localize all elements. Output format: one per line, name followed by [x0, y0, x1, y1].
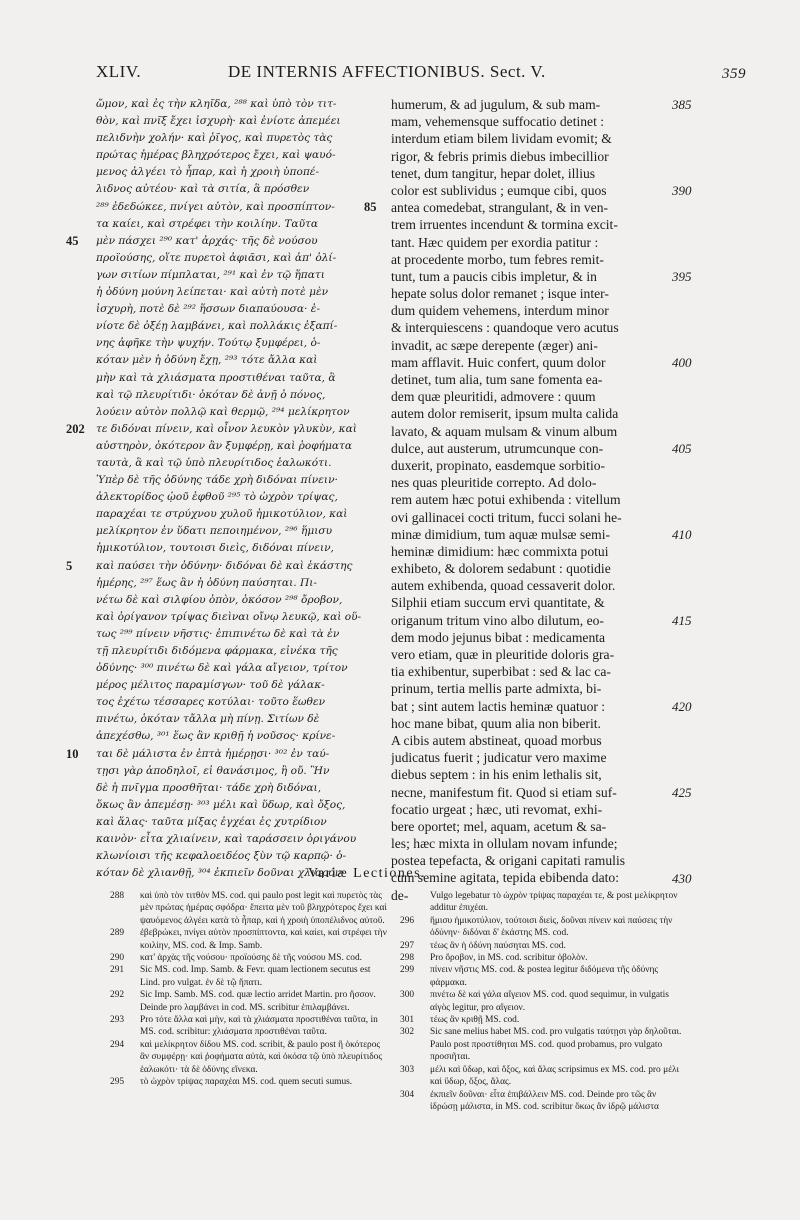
greek-line: τως ²⁹⁹ πίνειν νῆστις· ἐπιπινέτω δὲ καὶ τὰ ἐν — [96, 627, 340, 640]
variant-note — [400, 890, 682, 915]
variant-note — [110, 890, 390, 927]
variant-note — [110, 964, 390, 989]
greek-line: τος ἐχέτω τέσσαρες κοτύλαι· τοῦτο ἕωθεν — [96, 696, 326, 709]
latin-line: autem exhibenda, quoad cessaverit dolor. — [391, 578, 616, 594]
variant-note — [400, 940, 682, 952]
greek-line: γων σιτίων πίμπλαται, ²⁹¹ καὶ ἐν τῷ ἥπατι — [96, 268, 325, 281]
latin-line: dem quæ pleuritidi, admovere : quum — [391, 389, 596, 405]
note-number: 299 — [400, 965, 415, 976]
latin-line: tenet, dum tangitur, hepar dolet, illius — [391, 165, 596, 181]
note-number: 297 — [400, 940, 415, 951]
greek-line: καὶ τῷ πλευρίτιδι· ὁκόταν δὲ ἀνῇ ὁ πόνος, — [96, 388, 326, 401]
greek-line: νέτω δὲ καὶ σιλφίου ὀπὸν, ὁκόσον ²⁹⁸ ὄροβον, — [96, 593, 343, 606]
latin-line-number: 415 — [672, 613, 692, 628]
latin-line: postea tepefacta, & origani capitati ramulis — [391, 853, 626, 869]
latin-line: humerum, & ad jugulum, & sub mam- — [391, 97, 601, 112]
folio-number: XLIV. — [96, 62, 142, 81]
greek-line-number: 10 — [66, 746, 79, 761]
note-text: Pro τότε ἄλλα καὶ μὴν, καὶ τὰ χλιάσματα προστιθέναι ταῦτα, in MS. cod. scribitur: χλιάσματα προστιθέναι ταῦτα. — [140, 1015, 378, 1038]
note-text: πίνειν νῆστις MS. cod. & postea legitur διδόμενα τῆς ὀδύνης φάρμακα. — [430, 965, 659, 988]
note-text: καὶ μελίκρητον δίδου MS. cod. scribit, & paulo post ἢ ὁκότερος ἂν συμφέρῃ· καὶ ῥοφήματα αὐτὰ, καὶ ὁκόσα τῷ ὑπὸ πλευρίτιδος ἑαλωκότι· τὰ δὲ ὀδύνης εἵνεκα. — [140, 1039, 383, 1075]
latin-line-number: 385 — [672, 97, 692, 112]
latin-line: prinum, tertia mellis parte admixta, bi- — [391, 681, 602, 697]
greek-line: ἡμικοτύλιον, τουτοισι διεὶς, διδόναι πίνειν, — [96, 542, 334, 555]
note-text: καὶ ὑπὸ τὸν τιτθὸν MS. cod. qui paulo post legit καὶ πυρετὸς τὰς μὲν πρώτας ἡμέρας σφόδρα· ἔπειτα μὲν τοῦ βληχρότερος ἔχει καὶ ψαυόμενος ἀλγέει κατὰ τὸ ἧπαρ, καὶ ἡ χροιὴ ὑποπέλιδνος αὐτοῦ. — [140, 891, 387, 926]
greek-line: μελίκρητον ἐν ὕδατι πεποιημένον, ²⁹⁶ ἥμισυ — [96, 525, 333, 538]
note-text: τέως ἂν ἡ ὀδύνη παύσηται MS. cod. — [430, 940, 566, 951]
greek-line: προϊούσης, οἵτε πυρετοὶ ἀφιᾶσι, καὶ ἀπ' ὀλί- — [96, 251, 337, 264]
greek-line: δὲ ἡ πνῖγμα προσθῆται· τάδε χρὴ διδόναι, — [96, 781, 322, 794]
greek-line: ὀδύνης· ³⁰⁰ πινέτω δὲ καὶ γάλα αἴγειον, τρίτον — [96, 662, 348, 675]
note-number: 294 — [110, 1039, 125, 1050]
latin-line: diebus septem : in his enim lethalis sit, — [391, 767, 602, 783]
latin-line: vero etiam, quæ in pleuritide doloris gra- — [391, 647, 615, 662]
note-text: ἥμισυ ἡμικοτύλιον, τούτοισι διεὶς, δοῦναι πίνειν καὶ παύσεις τὴν ὀδύνην· διδόναι δ' ἑκάστης MS. cod. — [430, 915, 673, 939]
note-number: 303 — [400, 1064, 415, 1075]
latin-line: detinet, tum alia, tum sane fomenta ea- — [391, 372, 603, 387]
greek-line: καὶ παύσει τὴν ὀδύνην· διδόναι δὲ καὶ ἑκάστης — [96, 559, 353, 572]
greek-line: νης ἀφῆκε τὴν ψυχήν. Τούτῳ ξυμφέρει, ὁ- — [96, 337, 321, 350]
note-number: 304 — [400, 1089, 415, 1100]
variae-lectiones-heading: Variæ Lectiones. — [308, 866, 427, 881]
greek-line: τε διδόναι πίνειν, καὶ οἶνον λευκὸν γλυκὺν, καὶ — [96, 422, 357, 435]
note-number: 300 — [400, 990, 415, 1001]
latin-line: les; hæc mixta in ollulam novam infunde; — [391, 836, 618, 852]
latin-line: antea comedebat, strangulant, & in ven- — [391, 200, 609, 216]
latin-line-number: 400 — [672, 355, 692, 370]
note-text: ἐβεβρώκει, πνίγει αὐτὸν προσπίπτοντα, καὶ καίει, καὶ στρέφει τὴν κοιλίην, MS. cod. & Imp. Samb. — [140, 928, 387, 951]
latin-line: at procedente morbo, tum febres remit- — [391, 251, 604, 267]
latin-line: dem modo jejunus bibat : medicamenta — [391, 629, 606, 645]
greek-line: θὸν, καὶ πνῖξ ἔχει ἰσχυρὴ· καὶ ἐνίοτε ἀπεμέει — [96, 115, 341, 128]
greek-line: ἰσχυρὴ, ποτὲ δὲ ²⁹² ἥσσων διαπαύουσα· ἐ- — [96, 303, 321, 316]
variant-note — [400, 989, 682, 1014]
note-text: Pro ὄροβον, in MS. cod. scribitur ὀβολὸν. — [430, 953, 588, 964]
greek-line: λιδνος αὐτέου· καὶ τὰ σιτία, ἃ πρόσθεν — [96, 183, 310, 196]
latin-line: rigor, & febris primis diebus imbecillior — [391, 148, 609, 164]
note-number: 289 — [110, 928, 125, 939]
latin-line: de- — [391, 887, 409, 903]
latin-line-number: 420 — [672, 699, 692, 714]
greek-text-column — [96, 96, 379, 882]
latin-line: duxerit, propinato, easdemque sorbitio- — [391, 457, 606, 473]
note-text: πινέτω δὲ καὶ γάλα αἴγειον MS. cod. quod sequimur, in vulgatis αἰγὸς legitur, pro αἴγειον. — [430, 990, 669, 1013]
note-number: 291 — [110, 965, 125, 976]
greek-line: πινέτω, ὁκόταν τἄλλα μὴ πίνῃ. Σιτίων δὲ — [96, 713, 320, 726]
variant-note — [400, 915, 682, 940]
latin-line: heminæ dimidium: hæc commixta potui — [391, 543, 609, 559]
latin-line: rem autem hæc potui exhibenda : vitellum — [391, 492, 621, 508]
note-number: 290 — [110, 953, 125, 964]
latin-line-number: 425 — [672, 785, 692, 800]
note-text: Sic sane melius habet MS. cod. pro vulgatis ταύτῃσι γὰρ δηλοῦται. Paulo post προστίθηται MS. cod. quod probamus, pro vulgato προσιῆται. — [430, 1027, 682, 1063]
greek-line: πελιδνὴν χολήν· καὶ ῥῖγος, καὶ πυρετὸς τὰς — [96, 132, 333, 145]
greek-line: καὶ ἅλας· ταῦτα μίξας ἐγχέαι ἐς χυτρίδιον — [96, 815, 327, 828]
variant-notes-right — [400, 890, 682, 1113]
greek-line-number: 202 — [66, 421, 85, 436]
variant-note — [110, 1039, 390, 1076]
greek-line: τῇ πλευρίτιδι διδόμενα φάρμακα, εἰνέκα τῆς — [96, 645, 338, 657]
latin-line: interdum etiam bilem lividam evomit; & — [391, 131, 612, 147]
note-number: 298 — [400, 953, 415, 964]
greek-line: καινὸν· εἶτα χλιαίνειν, καὶ ταράσσειν ὀριγάνου — [96, 833, 357, 846]
greek-line: ἡμέρης, ²⁹⁷ ἕως ἂν ἡ ὀδύνη παύσηται. Πι- — [96, 576, 317, 589]
greek-line: παραχέαι τε στρύχνου χυλοῦ ἡμικοτύλιον, καὶ — [96, 508, 348, 521]
latin-line: cum semine agitata, tepida ebibenda dato: — [391, 870, 619, 886]
latin-line-number: 410 — [672, 527, 692, 542]
variant-note — [110, 989, 390, 1014]
greek-line: λούειν αὐτὸν πολλῷ καὶ θερμῷ, ²⁹⁴ μελίκρητον — [96, 405, 350, 418]
greek-line: μενος ἀλγέει τὸ ἧπαρ, καὶ ἡ χροιὴ ὑποπέ- — [96, 166, 320, 179]
greek-line: ὤμον, καὶ ἐς τὴν κληῖδα, ²⁸⁸ καὶ ὑπὸ τὸν τιτ- — [96, 98, 337, 110]
note-number: 292 — [110, 990, 125, 1001]
latin-line: invadit, ac sæpe derepente (æger) ani- — [391, 337, 598, 353]
chapter-line-number: 85 — [364, 199, 377, 214]
latin-line: dulce, aut austerum, utrumcunque con- — [391, 440, 604, 456]
page-number: 359 — [722, 66, 746, 82]
latin-text-column — [391, 96, 666, 904]
note-text: ἐκπιεῖν δοῦναι· εἶτα ἐπιβάλλειν MS. cod. Deinde pro τῶς ἂν ἰδρώσῃ μάλιστα, in MS. cod. scribitur ὅκως ἂν ἱδρῷ μάλιστα — [430, 1089, 659, 1112]
running-header — [96, 62, 746, 84]
greek-line: ἀπεχέσθω, ³⁰¹ ἕως ἂν κριθῇ ἡ νοῦσος· κρίνε- — [96, 730, 336, 743]
greek-line-number: 45 — [66, 233, 79, 248]
latin-line: hoc mane bibat, quum alia non biberit. — [391, 715, 601, 731]
greek-line: αὐστηρὸν, ὁκότερον ἂν ξυμφέρῃ, καὶ ῥοφήματα — [96, 439, 353, 452]
greek-line: ταυτὰ, ἃ καὶ τῷ ὑπὸ πλευρίτιδος ἑαλωκότι. — [96, 456, 332, 469]
latin-line: tia exhibentur, superbibat : sed & lac ca- — [391, 664, 611, 680]
greek-line: τῃσι γὰρ ἀποδηλοῖ, εἰ θανάσιμος, ἢ οὔ. Ἢν — [96, 764, 330, 777]
greek-line: ἡ ὀδύνη μούνη λείπεται· καὶ αὐτὴ ποτὲ μὲν — [96, 286, 329, 299]
note-text: Vulgo legebatur τὸ ὠχρὸν τρίψας παραχέαι τε, & post μελίκρητον additur ἐπιχέαι. — [430, 891, 678, 914]
latin-line: bat ; sint autem lactis heminæ quatuor : — [391, 698, 606, 714]
note-number: 296 — [400, 915, 415, 926]
variant-notes-left — [110, 890, 390, 1089]
latin-line: hepate solus dolor remanet ; isque inter- — [391, 286, 609, 302]
latin-line: dum quidem vehemens, interdum minor — [391, 303, 609, 319]
latin-line: trem irruentes incendunt & tormina excit- — [391, 217, 618, 233]
greek-line: νίοτε δὲ ὀξέῃ λαμβάνει, καὶ πολλάκις ἐξαπί- — [96, 320, 338, 333]
note-number: 295 — [110, 1077, 125, 1088]
greek-line: καὶ ὀρίγανον τρίψας διεὶναι οἴνῳ λευκῷ, καὶ οὕ- — [96, 610, 362, 623]
latin-line: & interquiescens : quandoque vero acutus — [391, 320, 619, 336]
running-title: DE INTERNIS AFFECTIONIBUS. Sect. V. — [228, 62, 546, 81]
greek-line-number: 5 — [66, 558, 73, 573]
greek-line: κόταν μὲν ἡ ὀδύνη ἔχῃ, ²⁹³ τότε ἄλλα καὶ — [96, 354, 318, 367]
greek-line: πρώτας ἡμέρας βληχρότερος ἔχει, καὶ ψαυό- — [96, 149, 336, 162]
latin-line: judicatus fuerit ; judicatur vero maxime — [391, 750, 607, 766]
note-number: 301 — [400, 1015, 415, 1026]
latin-line: ovi gallinacei cocti tritum, fucci solani he- — [391, 509, 622, 525]
latin-line: A cibis autem abstineat, quoad morbus — [391, 732, 602, 748]
latin-line: origanum tritum vino albo dilutum, eo- — [391, 612, 604, 628]
latin-line-number: 405 — [672, 441, 692, 456]
latin-line-number: 395 — [672, 269, 692, 284]
greek-line: κόταν δὲ χλιανθῇ, ³⁰⁴ ἐκπιεῖν δοῦναι χλιαρόν· — [96, 867, 345, 880]
latin-line: tant. Hæc quidem per exordia patitur : — [391, 234, 599, 250]
greek-line: τα καίει, καὶ στρέφει τὴν κοιλίην. Ταῦτα — [96, 217, 319, 230]
latin-line: autem dolor remiserit, ipsum multa calida — [391, 406, 619, 422]
greek-line: ὅκως ἂν ἀπεμέσῃ· ³⁰³ μέλι καὶ ὕδωρ, καὶ ὄξος, — [96, 798, 346, 811]
note-text: τέως ἂν κριθῇ MS. cod. — [430, 1015, 520, 1026]
greek-line: Ὑπὲρ δὲ τῆς ὀδύνης τάδε χρὴ διδόναι πίνειν· — [96, 474, 338, 487]
note-number: 288 — [110, 891, 125, 901]
note-number: 302 — [400, 1027, 415, 1038]
note-text: Sic Imp. Samb. MS. cod. quæ lectio arridet Martin. pro ἥσσον. Deinde pro λαμβάνει in cod. MS. scribitur ἐπιλαμβάνει. — [140, 990, 376, 1013]
variant-note — [400, 952, 682, 964]
variant-note — [110, 1076, 390, 1088]
latin-line: focatio urgeat ; hæc, uti revomat, exhi- — [391, 801, 603, 817]
greek-line: μὴν καὶ τὰ χλιάσματα προστιθέναι ταῦτα, ἃ — [96, 371, 336, 384]
variant-note — [110, 952, 390, 964]
note-text: μέλι καὶ ὕδωρ, καὶ ὄξος, καὶ ἅλας scripsimus ex MS. cod. pro μέλι καὶ ὕδωρ, ὄξος, ἅλας. — [430, 1064, 680, 1088]
note-text: Sic MS. cod. Imp. Samb. & Fevr. quam lectionem secutus est Lind. pro vulgat. ἐν δὲ τῷ ἥπατι. — [140, 965, 371, 988]
variant-note — [400, 1064, 682, 1089]
note-text: κατ' ἀρχὰς τῆς νούσου· προϊούσης δὲ τῆς νούσου MS. cod. — [140, 953, 363, 964]
variant-note — [110, 927, 390, 952]
latin-line: mam, vehemensque suffocatio detinet : — [391, 114, 605, 130]
variant-note — [400, 1014, 682, 1026]
latin-line: lavato, & aquam mulsam & vinum album — [391, 423, 618, 439]
variant-note — [400, 964, 682, 989]
latin-line: tunt, tum a paucis cibis impletur, & in — [391, 268, 597, 284]
latin-line: color est sublividus ; eumque cibi, quos — [391, 182, 607, 198]
latin-line: necne, manifestum fit. Quod si etiam suf- — [391, 784, 617, 800]
note-number: 293 — [110, 1015, 125, 1026]
latin-line: minæ dimidium, tum aquæ mulsæ semi- — [391, 526, 611, 542]
greek-line: ἀλεκτορίδος ᾠοῦ ἑφθοῦ ²⁹⁵ τὸ ὠχρὸν τρίψας, — [96, 491, 338, 504]
variant-note — [110, 1014, 390, 1039]
greek-line: μέρος μέλιτος παραμίσγων· τοῦ δὲ γάλακ- — [96, 679, 325, 692]
latin-line: exhibeto, & dolorem sedabunt : quotidie — [391, 561, 611, 577]
variant-note — [400, 1026, 682, 1063]
latin-line-number: 430 — [672, 871, 692, 886]
greek-line: κλωνίοισι τῆς κεφαλοειδέος ξὺν τῷ καρπῷ· ὁ- — [96, 850, 347, 863]
variant-note — [400, 1089, 682, 1114]
latin-line-number: 390 — [672, 183, 692, 198]
latin-line: mam afflavit. Huic confert, quum dolor — [391, 354, 606, 370]
note-text: τὸ ὠχρὸν τρίψας παραχέαι MS. cod. quem secuti sumus. — [140, 1077, 353, 1088]
greek-line: ται δὲ μάλιστα ἐν ἑπτὰ ἡμέρῃσι· ³⁰² ἐν ταύ- — [96, 747, 330, 760]
greek-line: ²⁸⁹ ἐδεδώκεε, πνίγει αὐτὸν, καὶ προσπίπτον- — [96, 200, 335, 213]
greek-line: μὲν πάσχει ²⁹⁰ κατ' ἀρχάς· τῆς δὲ νούσου — [96, 234, 318, 247]
latin-line: nes quas pleuritide correpto. Ad dolo- — [391, 475, 597, 491]
latin-line: bere oportet; mel, aquam, acetum & sa- — [391, 818, 607, 834]
latin-line: Silphii etiam succum ervi quantitate, & — [391, 595, 605, 611]
